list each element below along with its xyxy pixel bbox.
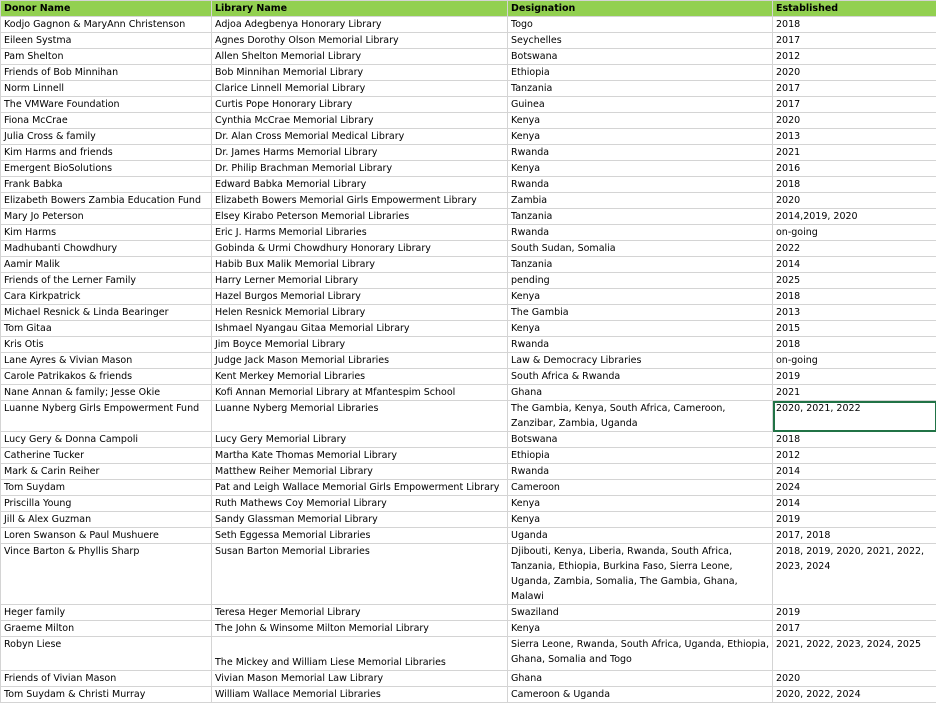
- table-row: [1, 671, 936, 687]
- table-row: [1, 177, 936, 193]
- cell-designation[interactable]: The Gambia: [508, 305, 773, 321]
- cell-library-name[interactable]: Luanne Nyberg Memorial Libraries: [212, 401, 508, 432]
- cell-established[interactable]: 2014: [773, 257, 936, 273]
- cell-library-name[interactable]: Lucy Gery Memorial Library: [212, 432, 508, 448]
- cell-donor-name[interactable]: Heger family: [1, 605, 212, 621]
- cell-donor-name[interactable]: Norm Linnell: [1, 81, 212, 97]
- cell-donor-name[interactable]: Pam Shelton: [1, 49, 212, 65]
- cell-library-name[interactable]: Jim Boyce Memorial Library: [212, 337, 508, 353]
- cell-library-name[interactable]: Curtis Pope Honorary Library: [212, 97, 508, 113]
- table-row: [1, 464, 936, 480]
- table-row: [1, 209, 936, 225]
- cell-donor-name[interactable]: Lane Ayres & Vivian Mason: [1, 353, 212, 369]
- table-row: [1, 305, 936, 321]
- table-row: [1, 448, 936, 464]
- cell-designation[interactable]: Djibouti, Kenya, Liberia, Rwanda, South Africa, Tanzania, Ethiopia, Burkina Faso, Sierra Leone, Uganda, Zambia, Somalia, The Gambia, Ghana, Malawi: [508, 544, 773, 605]
- cell-established[interactable]: 2025: [773, 273, 936, 289]
- cell-established[interactable]: 2020, 2021, 2022: [773, 401, 936, 432]
- cell-donor-name[interactable]: Jill & Alex Guzman: [1, 512, 212, 528]
- cell-designation[interactable]: Rwanda: [508, 145, 773, 161]
- table-row: [1, 17, 936, 33]
- cell-donor-name[interactable]: Loren Swanson & Paul Mushuere: [1, 528, 212, 544]
- cell-established[interactable]: 2014: [773, 496, 936, 512]
- table-row: [1, 257, 936, 273]
- cell-library-name[interactable]: Elsey Kirabo Peterson Memorial Libraries: [212, 209, 508, 225]
- cell-library-name[interactable]: Dr. Philip Brachman Memorial Library: [212, 161, 508, 177]
- cell-donor-name[interactable]: Nane Annan & family; Jesse Okie: [1, 385, 212, 401]
- cell-library-name[interactable]: Adjoa Adegbenya Honorary Library: [212, 17, 508, 33]
- cell-established[interactable]: 2020: [773, 193, 936, 209]
- table-row: [1, 687, 936, 703]
- cell-library-name[interactable]: Harry Lerner Memorial Library: [212, 273, 508, 289]
- cell-donor-name[interactable]: Carole Patrikakos & friends: [1, 369, 212, 385]
- cell-established[interactable]: 2019: [773, 512, 936, 528]
- cell-donor-name[interactable]: Graeme Milton: [1, 621, 212, 637]
- cell-library-name[interactable]: Hazel Burgos Memorial Library: [212, 289, 508, 305]
- cell-donor-name[interactable]: Elizabeth Bowers Zambia Education Fund: [1, 193, 212, 209]
- cell-designation[interactable]: South Africa & Rwanda: [508, 369, 773, 385]
- table-row: [1, 65, 936, 81]
- header-established[interactable]: Established: [773, 1, 936, 17]
- cell-designation[interactable]: Tanzania: [508, 257, 773, 273]
- cell-donor-name[interactable]: Michael Resnick & Linda Bearinger: [1, 305, 212, 321]
- cell-designation[interactable]: Uganda: [508, 528, 773, 544]
- cell-designation[interactable]: Ethiopia: [508, 448, 773, 464]
- cell-library-name[interactable]: Allen Shelton Memorial Library: [212, 49, 508, 65]
- cell-designation[interactable]: Botswana: [508, 432, 773, 448]
- cell-designation[interactable]: Kenya: [508, 289, 773, 305]
- cell-donor-name[interactable]: Mark & Carin Reiher: [1, 464, 212, 480]
- cell-designation[interactable]: Botswana: [508, 49, 773, 65]
- cell-designation[interactable]: Kenya: [508, 161, 773, 177]
- cell-established[interactable]: 2020: [773, 113, 936, 129]
- cell-donor-name[interactable]: Tom Gitaa: [1, 321, 212, 337]
- cell-library-name[interactable]: Bob Minnihan Memorial Library: [212, 65, 508, 81]
- table-row: [1, 353, 936, 369]
- cell-established[interactable]: 2018: [773, 177, 936, 193]
- cell-donor-name[interactable]: Mary Jo Peterson: [1, 209, 212, 225]
- cell-designation[interactable]: Sierra Leone, Rwanda, South Africa, Uganda, Ethiopia, Ghana, Somalia and Togo: [508, 637, 773, 671]
- cell-library-name[interactable]: Edward Babka Memorial Library: [212, 177, 508, 193]
- table-row: [1, 97, 936, 113]
- cell-established[interactable]: 2017: [773, 97, 936, 113]
- cell-established[interactable]: 2012: [773, 448, 936, 464]
- cell-donor-name[interactable]: Aamir Malik: [1, 257, 212, 273]
- cell-library-name[interactable]: Gobinda & Urmi Chowdhury Honorary Library: [212, 241, 508, 257]
- cell-library-name[interactable]: The Mickey and William Liese Memorial Libraries: [212, 637, 508, 671]
- cell-established[interactable]: on-going: [773, 353, 936, 369]
- cell-designation[interactable]: Cameroon & Uganda: [508, 687, 773, 703]
- cell-established[interactable]: 2016: [773, 161, 936, 177]
- cell-donor-name[interactable]: Priscilla Young: [1, 496, 212, 512]
- header-designation[interactable]: Designation: [508, 1, 773, 17]
- cell-library-name[interactable]: Cynthia McCrae Memorial Library: [212, 113, 508, 129]
- cell-designation[interactable]: South Sudan, Somalia: [508, 241, 773, 257]
- cell-donor-name[interactable]: Vince Barton & Phyllis Sharp: [1, 544, 212, 605]
- cell-designation[interactable]: Ethiopia: [508, 65, 773, 81]
- cell-established[interactable]: 2019: [773, 605, 936, 621]
- cell-designation[interactable]: Rwanda: [508, 225, 773, 241]
- table-row: [1, 273, 936, 289]
- cell-library-name[interactable]: Kent Merkey Memorial Libraries: [212, 369, 508, 385]
- cell-designation[interactable]: Ghana: [508, 385, 773, 401]
- cell-designation[interactable]: Rwanda: [508, 177, 773, 193]
- cell-donor-name[interactable]: Kodjo Gagnon & MaryAnn Christenson: [1, 17, 212, 33]
- cell-established[interactable]: 2020: [773, 65, 936, 81]
- cell-designation[interactable]: Guinea: [508, 97, 773, 113]
- cell-library-name[interactable]: Matthew Reiher Memorial Library: [212, 464, 508, 480]
- table-row: [1, 432, 936, 448]
- cell-donor-name[interactable]: Lucy Gery & Donna Campoli: [1, 432, 212, 448]
- header-library-name[interactable]: Library Name: [212, 1, 508, 17]
- cell-established[interactable]: 2017: [773, 33, 936, 49]
- cell-established[interactable]: 2024: [773, 480, 936, 496]
- cell-established[interactable]: 2012: [773, 49, 936, 65]
- cell-library-name[interactable]: Vivian Mason Memorial Law Library: [212, 671, 508, 687]
- cell-library-name[interactable]: Ruth Mathews Coy Memorial Library: [212, 496, 508, 512]
- cell-library-name[interactable]: Clarice Linnell Memorial Library: [212, 81, 508, 97]
- cell-donor-name[interactable]: Robyn Liese: [1, 637, 212, 671]
- cell-established[interactable]: 2018: [773, 17, 936, 33]
- cell-established[interactable]: 2021: [773, 145, 936, 161]
- cell-donor-name[interactable]: Tom Suydam: [1, 480, 212, 496]
- cell-library-name[interactable]: Teresa Heger Memorial Library: [212, 605, 508, 621]
- cell-designation[interactable]: Kenya: [508, 321, 773, 337]
- table-row: [1, 337, 936, 353]
- table-row: [1, 113, 936, 129]
- cell-library-name[interactable]: Ishmael Nyangau Gitaa Memorial Library: [212, 321, 508, 337]
- cell-library-name[interactable]: Susan Barton Memorial Libraries: [212, 544, 508, 605]
- cell-established[interactable]: 2018: [773, 432, 936, 448]
- cell-library-name[interactable]: Agnes Dorothy Olson Memorial Library: [212, 33, 508, 49]
- cell-established[interactable]: 2021, 2022, 2023, 2024, 2025: [773, 637, 936, 671]
- cell-library-name[interactable]: Sandy Glassman Memorial Library: [212, 512, 508, 528]
- cell-designation[interactable]: pending: [508, 273, 773, 289]
- cell-donor-name[interactable]: Catherine Tucker: [1, 448, 212, 464]
- table-row: [1, 605, 936, 621]
- cell-donor-name[interactable]: Kris Otis: [1, 337, 212, 353]
- table-row: [1, 225, 936, 241]
- cell-donor-name[interactable]: Cara Kirkpatrick: [1, 289, 212, 305]
- cell-donor-name[interactable]: Friends of the Lerner Family: [1, 273, 212, 289]
- cell-designation[interactable]: Zambia: [508, 193, 773, 209]
- table-row: [1, 129, 936, 145]
- cell-library-name[interactable]: Kofi Annan Memorial Library at Mfantespim School: [212, 385, 508, 401]
- table-row: [1, 161, 936, 177]
- table-row: [1, 496, 936, 512]
- cell-donor-name[interactable]: Madhubanti Chowdhury: [1, 241, 212, 257]
- cell-library-name[interactable]: Elizabeth Bowers Memorial Girls Empowerment Library: [212, 193, 508, 209]
- header-row: [1, 1, 936, 17]
- cell-established[interactable]: 2020, 2022, 2024: [773, 687, 936, 703]
- cell-established[interactable]: 2017, 2018: [773, 528, 936, 544]
- table-row: [1, 49, 936, 65]
- cell-designation[interactable]: Tanzania: [508, 81, 773, 97]
- cell-designation[interactable]: Tanzania: [508, 209, 773, 225]
- cell-library-name[interactable]: Helen Resnick Memorial Library: [212, 305, 508, 321]
- header-donor-name[interactable]: Donor Name: [1, 1, 212, 17]
- cell-library-name[interactable]: Dr. James Harms Memorial Library: [212, 145, 508, 161]
- cell-designation[interactable]: Kenya: [508, 621, 773, 637]
- cell-established[interactable]: 2014: [773, 464, 936, 480]
- cell-established[interactable]: 2015: [773, 321, 936, 337]
- cell-library-name[interactable]: Judge Jack Mason Memorial Libraries: [212, 353, 508, 369]
- cell-library-name[interactable]: Habib Bux Malik Memorial Library: [212, 257, 508, 273]
- cell-library-name[interactable]: Eric J. Harms Memorial Libraries: [212, 225, 508, 241]
- cell-donor-name[interactable]: Friends of Vivian Mason: [1, 671, 212, 687]
- cell-established[interactable]: 2018: [773, 289, 936, 305]
- cell-donor-name[interactable]: Frank Babka: [1, 177, 212, 193]
- cell-designation[interactable]: Seychelles: [508, 33, 773, 49]
- cell-established[interactable]: 2013: [773, 305, 936, 321]
- table-row: [1, 193, 936, 209]
- cell-established[interactable]: 2018: [773, 337, 936, 353]
- cell-library-name[interactable]: Seth Eggessa Memorial Libraries: [212, 528, 508, 544]
- cell-designation[interactable]: Cameroon: [508, 480, 773, 496]
- cell-established[interactable]: 2014,2019, 2020: [773, 209, 936, 225]
- cell-established[interactable]: on-going: [773, 225, 936, 241]
- table-row: [1, 512, 936, 528]
- table-row: [1, 241, 936, 257]
- table-row: [1, 81, 936, 97]
- table-row: [1, 621, 936, 637]
- cell-designation[interactable]: Swaziland: [508, 605, 773, 621]
- table-row: [1, 528, 936, 544]
- cell-donor-name[interactable]: Tom Suydam & Christi Murray: [1, 687, 212, 703]
- cell-donor-name[interactable]: Kim Harms and friends: [1, 145, 212, 161]
- cell-established[interactable]: 2019: [773, 369, 936, 385]
- cell-designation[interactable]: Kenya: [508, 512, 773, 528]
- cell-established[interactable]: 2020: [773, 671, 936, 687]
- cell-designation[interactable]: The Gambia, Kenya, South Africa, Cameroon, Zanzibar, Zambia, Uganda: [508, 401, 773, 432]
- cell-designation[interactable]: Law & Democracy Libraries: [508, 353, 773, 369]
- cell-library-name[interactable]: The John & Winsome Milton Memorial Library: [212, 621, 508, 637]
- cell-designation[interactable]: Kenya: [508, 496, 773, 512]
- cell-donor-name[interactable]: Eileen Systma: [1, 33, 212, 49]
- table-row: [1, 480, 936, 496]
- table-row: [1, 33, 936, 49]
- cell-library-name[interactable]: Pat and Leigh Wallace Memorial Girls Empowerment Library: [212, 480, 508, 496]
- cell-designation[interactable]: Kenya: [508, 129, 773, 145]
- table-body: [1, 17, 936, 703]
- cell-donor-name[interactable]: Julia Cross & family: [1, 129, 212, 145]
- cell-designation[interactable]: Rwanda: [508, 464, 773, 480]
- table-row: [1, 321, 936, 337]
- cell-donor-name[interactable]: Emergent BioSolutions: [1, 161, 212, 177]
- table-row: [1, 544, 936, 605]
- cell-established[interactable]: 2021: [773, 385, 936, 401]
- cell-library-name[interactable]: William Wallace Memorial Libraries: [212, 687, 508, 703]
- cell-established[interactable]: 2022: [773, 241, 936, 257]
- cell-designation[interactable]: Kenya: [508, 113, 773, 129]
- cell-established[interactable]: 2018, 2019, 2020, 2021, 2022, 2023, 2024: [773, 544, 936, 605]
- table-row: [1, 401, 936, 432]
- cell-donor-name[interactable]: The VMWare Foundation: [1, 97, 212, 113]
- cell-designation[interactable]: Rwanda: [508, 337, 773, 353]
- table-row: [1, 369, 936, 385]
- cell-library-name[interactable]: Dr. Alan Cross Memorial Medical Library: [212, 129, 508, 145]
- table-row: [1, 289, 936, 305]
- cell-library-name[interactable]: Martha Kate Thomas Memorial Library: [212, 448, 508, 464]
- table-row: [1, 385, 936, 401]
- cell-donor-name[interactable]: Fiona McCrae: [1, 113, 212, 129]
- cell-donor-name[interactable]: Friends of Bob Minnihan: [1, 65, 212, 81]
- cell-established[interactable]: 2017: [773, 81, 936, 97]
- cell-established[interactable]: 2017: [773, 621, 936, 637]
- cell-designation[interactable]: Ghana: [508, 671, 773, 687]
- cell-donor-name[interactable]: Kim Harms: [1, 225, 212, 241]
- table-row: [1, 145, 936, 161]
- cell-designation[interactable]: Togo: [508, 17, 773, 33]
- cell-donor-name[interactable]: Luanne Nyberg Girls Empowerment Fund: [1, 401, 212, 432]
- cell-established[interactable]: 2013: [773, 129, 936, 145]
